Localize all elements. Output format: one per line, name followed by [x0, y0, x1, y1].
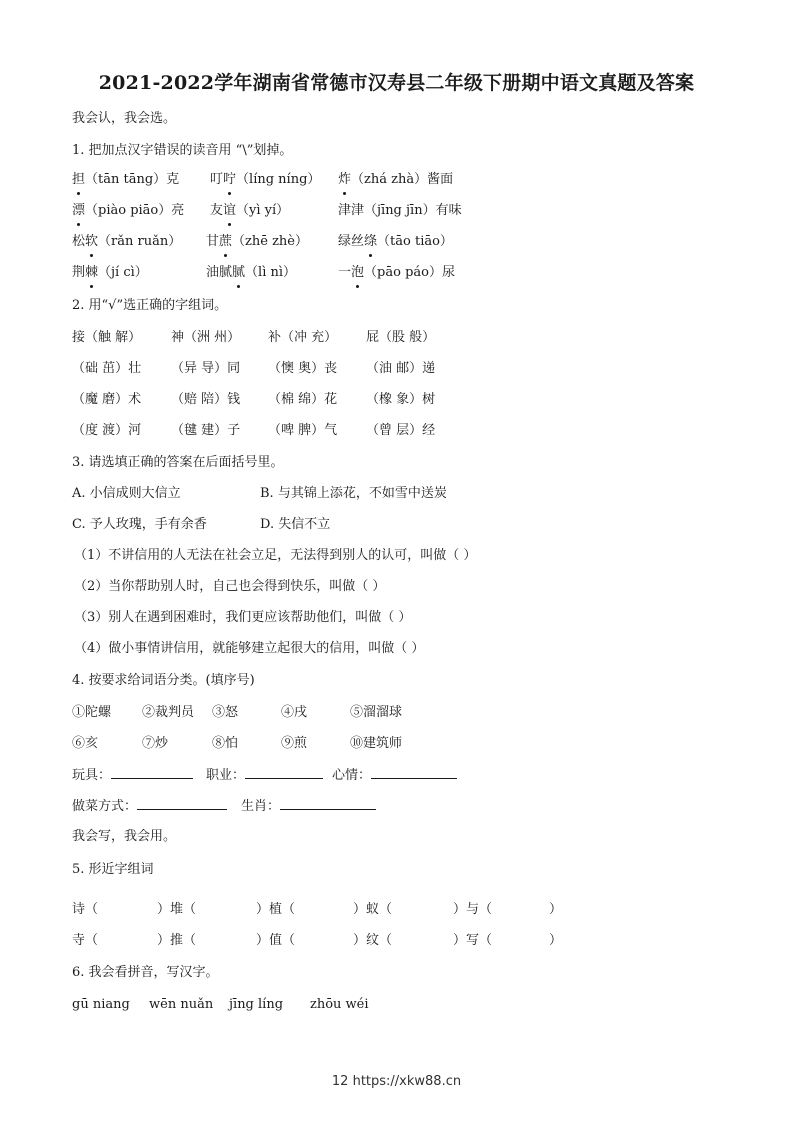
q5-cell: 诗（	[72, 902, 99, 917]
q5-cell: ）堆（	[157, 902, 197, 917]
option-b: B. 与其锦上添花，不如雪中送炭	[260, 486, 447, 501]
q2-cell: （异 导）同	[171, 361, 241, 376]
q2-cell: 屁（股 般）	[366, 330, 436, 345]
word-option: ④戌	[281, 705, 308, 720]
word-option: ⑨煎	[281, 736, 308, 751]
word-option: ①陀螺	[72, 705, 112, 720]
q2-cell: （础 茁）壮	[72, 361, 142, 376]
q5-cell: 寺（	[72, 933, 99, 948]
q3-item-4: （4）做小事情讲信用，就能够建立起很大的信用，叫做（ ）	[74, 641, 425, 656]
word-option: ⑧怕	[212, 736, 239, 751]
category-zodiac: 生肖：	[241, 797, 376, 816]
q2-cell: （橡 象）树	[366, 392, 436, 407]
q1-item: 友谊（yì yí）	[210, 203, 290, 218]
option-d: D. 失信不立	[260, 517, 331, 532]
q1-item: 一泡（pāo páo）尿	[338, 265, 455, 280]
q5-cell: ）与（	[453, 902, 493, 917]
pinyin-item: jīng líng	[229, 997, 284, 1012]
q5-cell: ）纹（	[353, 933, 393, 948]
q2-cell: （懊 奥）丧	[268, 361, 338, 376]
pinyin-item: gū niang	[72, 997, 130, 1012]
q5-cell: ）	[549, 933, 563, 948]
category-cooking: 做菜方式：	[72, 797, 227, 816]
q2-cell: （啤 脾）气	[268, 423, 338, 438]
word-option: ⑤溜溜球	[350, 705, 403, 720]
word-option: ③怒	[212, 705, 239, 720]
q2-cell: 神（洲 州）	[171, 330, 241, 345]
section-heading-write: 我会写，我会用。	[72, 829, 177, 844]
q1-item: 漂（piào piāo）亮	[72, 203, 185, 218]
q1-item: 津津（jīng jīn）有味	[338, 203, 462, 218]
q2-cell: （棉 绵）花	[268, 392, 338, 407]
category-mood: 心情：	[332, 766, 457, 785]
q1-item: 叮咛（líng níng）	[210, 172, 321, 187]
q2-cell: （赔 陪）钱	[171, 392, 241, 407]
q1-item: 担（tān tāng）克	[72, 172, 180, 187]
q2-cell: （油 邮）递	[366, 361, 436, 376]
question-4-heading: 4. 按要求给词语分类。(填序号)	[72, 673, 255, 688]
question-6-heading: 6. 我会看拼音，写汉字。	[72, 965, 219, 980]
category-jobs: 职业：	[206, 766, 323, 785]
q2-cell: （曾 层）经	[366, 423, 436, 438]
word-option: ⑩建筑师	[350, 736, 403, 751]
q2-cell: （度 渡）河	[72, 423, 142, 438]
question-3-heading: 3. 请选填正确的答案在后面括号里。	[72, 455, 284, 470]
word-option: ⑦炒	[142, 736, 169, 751]
word-option: ②裁判员	[142, 705, 195, 720]
q1-item: 油腻腻（lì nì）	[206, 265, 297, 280]
category-toys: 玩具：	[72, 766, 193, 785]
q3-item-2: （2）当你帮助别人时，自己也会得到快乐，叫做（ ）	[74, 579, 386, 594]
q2-cell: 接（触 解）	[72, 330, 142, 345]
q2-cell: 补（冲 充）	[268, 330, 338, 345]
section-heading-read: 我会认，我会选。	[72, 111, 177, 126]
question-5-heading: 5. 形近字组词	[72, 862, 154, 877]
answer-blank[interactable]	[245, 766, 323, 779]
q1-item: 荆棘（jí cì）	[72, 265, 148, 280]
q1-item: 松软（rǎn ruǎn）	[72, 234, 182, 249]
answer-blank[interactable]	[280, 797, 376, 810]
q2-cell: （毽 建）子	[171, 423, 241, 438]
q1-item: 绿丝绦（tāo tiāo）	[338, 234, 453, 249]
page-title: 2021-2022学年湖南省常德市汉寿县二年级下册期中语文真题及答案	[98, 72, 695, 94]
pinyin-item: wēn nuǎn	[149, 997, 214, 1012]
question-1-heading: 1. 把加点汉字错误的读音用 “\”划掉。	[72, 143, 293, 158]
question-2-heading: 2. 用“√”选正确的字组词。	[72, 298, 228, 313]
option-c: C. 予人玫瑰，手有余香	[72, 517, 207, 532]
word-option: ⑥亥	[72, 736, 99, 751]
q5-cell: ）植（	[256, 902, 296, 917]
q3-item-3: （3）别人在遇到困难时，我们更应该帮助他们，叫做（ ）	[74, 610, 412, 625]
q5-cell: ）	[549, 902, 563, 917]
option-a: A. 小信成则大信立	[72, 486, 181, 501]
q5-cell: ）推（	[157, 933, 197, 948]
q2-cell: （魔 磨）术	[72, 392, 142, 407]
pinyin-item: zhōu wéi	[310, 997, 369, 1012]
q1-item: 甘蔗（zhē zhè）	[206, 234, 308, 249]
q1-item: 炸（zhá zhà）酱面	[338, 172, 454, 187]
q5-cell: ）值（	[256, 933, 296, 948]
answer-blank[interactable]	[111, 766, 193, 779]
q5-cell: ）写（	[453, 933, 493, 948]
answer-blank[interactable]	[137, 797, 227, 810]
answer-blank[interactable]	[371, 766, 457, 779]
q3-item-1: （1）不讲信用的人无法在社会立足，无法得到别人的认可，叫做（ ）	[74, 548, 477, 563]
page-footer: 12 https://xkw88.cn	[331, 1074, 462, 1089]
q5-cell: ）蚁（	[353, 902, 393, 917]
